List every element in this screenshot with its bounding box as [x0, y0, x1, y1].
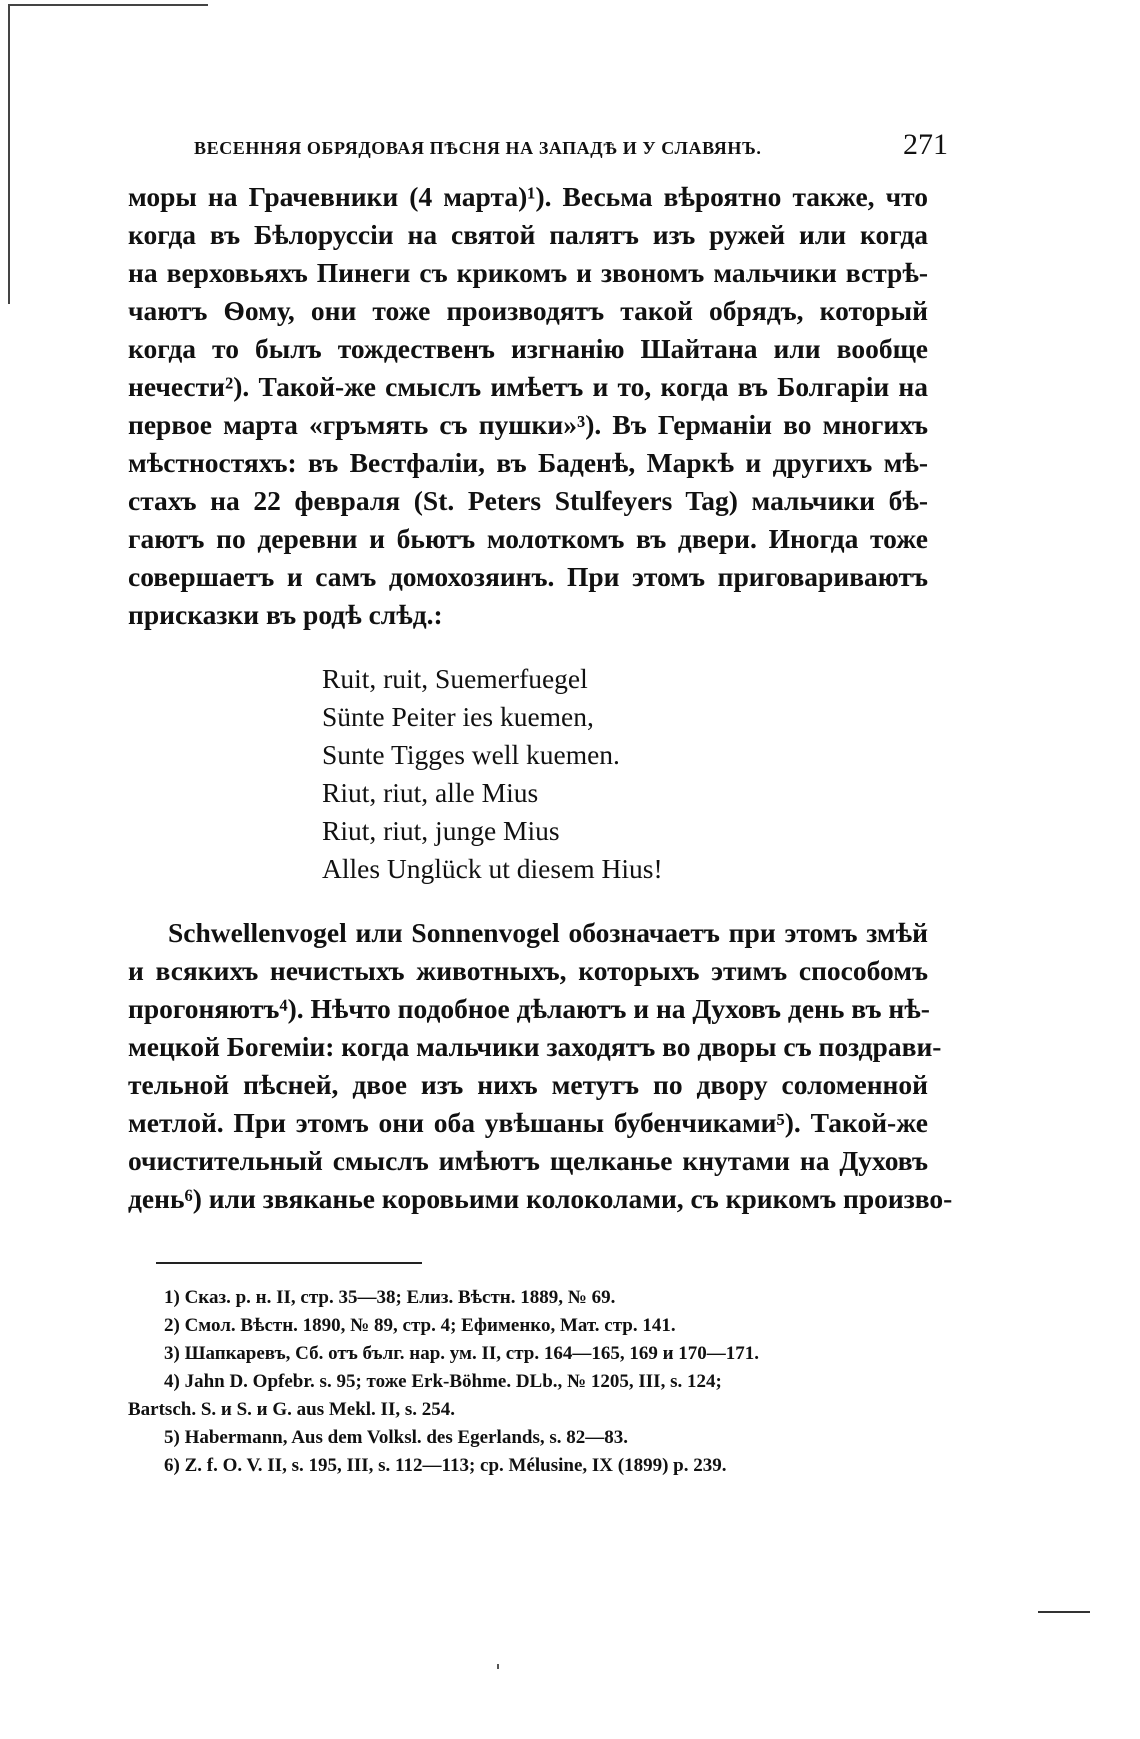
scan-border-left: [8, 4, 10, 304]
text-line: метлой. При этомъ они оба увѣшаны бубенчиками⁵). Такой-же: [128, 1107, 928, 1138]
verse-line: Alles Unglück ut diesem Hius!: [322, 853, 663, 884]
text-line: очистительный смыслъ имѣютъ щелканье кнутами на Духовъ: [128, 1145, 928, 1176]
text-line: моры на Грачевники (4 марта)¹). Весьма вѣроятно также, что: [128, 181, 928, 212]
text-line: нечести²). Такой-же смыслъ имѣетъ и то, когда въ Болгаріи на: [128, 371, 928, 402]
footnotes: [128, 1284, 928, 1480]
book-page: [128, 128, 953, 1480]
text-line: гаютъ по деревни и бьютъ молоткомъ въ двери. Иногда тоже: [128, 523, 928, 554]
verse-line: Sünte Peiter ies kuemen,: [322, 701, 594, 732]
text-line: тельной пѣсней, двое изъ нихъ метутъ по двору соломенной: [128, 1069, 928, 1100]
scan-speck: [497, 1664, 499, 1669]
verse-line: Sunte Tigges well kuemen.: [322, 739, 620, 770]
text-line: когда въ Бѣлоруссіи на святой палятъ изъ ружей или когда: [128, 219, 928, 250]
text-line: мѣстностяхъ: въ Вестфаліи, въ Баденѣ, Маркѣ и другихъ мѣ-: [128, 447, 928, 478]
text-line: Schwellenvogel или Sonnenvogel обозначаетъ при этомъ змѣй: [168, 917, 928, 948]
page-header: [128, 128, 948, 178]
text-line: на верховьяхъ Пинеги съ крикомъ и звономъ мальчики встрѣ-: [128, 257, 928, 288]
footnote: 5) Habermann, Aus dem Volksl. des Egerlands, s. 82—83.: [164, 1427, 628, 1448]
running-title: ВЕСЕННЯЯ ОБРЯДОВАЯ ПѢСНЯ НА ЗАПАДѢ И У СЛАВЯНЪ.: [194, 138, 762, 158]
footnote: 1) Сказ. р. н. II, стр. 35—38; Елиз. Вѣстн. 1889, № 69.: [164, 1287, 616, 1308]
text-line: первое марта «гръмять съ пушки»³). Въ Германіи во многихъ: [128, 409, 928, 440]
text-line: когда то былъ тождественъ изгнанію Шайтана или вообще: [128, 333, 928, 364]
verse-block: [322, 660, 928, 888]
verse-line: Riut, riut, junge Mius: [322, 815, 560, 846]
paragraph-2: [128, 914, 953, 1218]
footnote: 4) Jahn D. Opfebr. s. 95; тоже Erk-Böhme. DLb., № 1205, III, s. 124;: [164, 1371, 722, 1392]
footnote: 6) Z. f. O. V. II, s. 195, III, s. 112—113; ср. Mélusine, IX (1899) p. 239.: [164, 1455, 727, 1476]
text-line: присказки въ родѣ слѣд.:: [128, 599, 443, 630]
text-line: и всякихъ нечистыхъ животныхъ, которыхъ этимъ способомъ: [128, 955, 928, 986]
paragraph-1: [128, 178, 928, 634]
footnote-separator: [156, 1262, 422, 1264]
page-number: 271: [903, 128, 948, 161]
footnote: 2) Смол. Вѣстн. 1890, № 89, стр. 4; Ефименко, Мат. стр. 141.: [164, 1315, 676, 1336]
footnote: 3) Шапкаревъ, Сб. отъ бълг. нар. ум. II, стр. 164—165, 169 и 170—171.: [164, 1343, 760, 1364]
verse-line: Ruit, ruit, Suemerfuegel: [322, 663, 588, 694]
text-line: мецкой Богеміи: когда мальчики заходятъ во дворы съ поздрави-: [128, 1031, 942, 1062]
scan-edge-mark: [1038, 1611, 1090, 1613]
text-line: прогоняютъ⁴). Нѣчто подобное дѣлаютъ и на Духовъ день въ нѣ-: [128, 993, 930, 1024]
text-line: совершаетъ и самъ домохозяинъ. При этомъ приговариваютъ: [128, 561, 928, 592]
text-line: стахъ на 22 февраля (St. Peters Stulfeyers Tag) мальчики бѣ-: [128, 485, 928, 516]
text-line: чаютъ Ѳому, они тоже производятъ такой обрядъ, который: [128, 295, 928, 326]
footnote-continuation: Bartsch. S. и S. и G. aus Mekl. II, s. 254.: [128, 1399, 455, 1420]
verse-line: Riut, riut, alle Mius: [322, 777, 539, 808]
scan-border-top: [8, 4, 208, 6]
text-line: день⁶) или звяканье коровьими колоколами, съ крикомъ произво-: [128, 1183, 953, 1214]
